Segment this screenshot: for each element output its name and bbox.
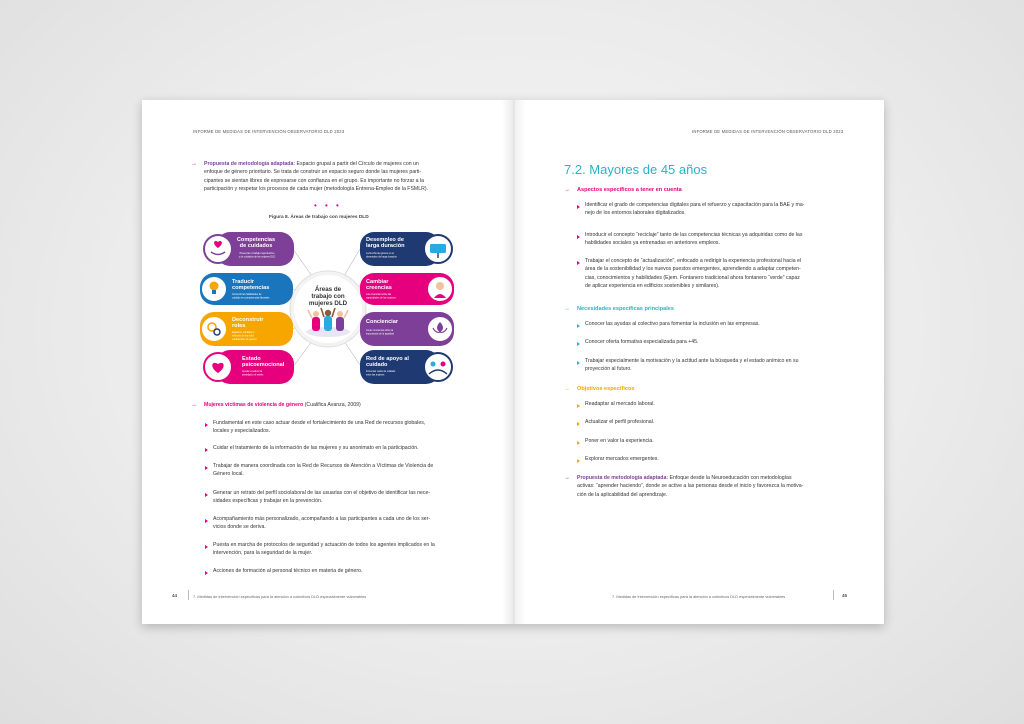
bullet-item xyxy=(585,231,849,248)
area-item-cambiar-creencias xyxy=(360,273,454,305)
area-item-red-apoyo-cuidado xyxy=(360,350,452,384)
bullet-icon xyxy=(577,404,580,408)
area-title: Estado xyxy=(242,356,261,362)
bullet-item xyxy=(585,437,849,445)
center-label: mujeres DLD xyxy=(308,300,348,307)
subsection-heading: Objetivos específicos xyxy=(577,386,635,392)
bullet-line: cias, conocimientos y habilidades (Ejem. Fontanero tradicional ahora fontanero “verde” capaz xyxy=(585,274,800,281)
area-title: Deconstruir xyxy=(232,317,264,323)
bullet-item xyxy=(213,489,469,506)
arrow-icon: → xyxy=(564,187,570,193)
area-item-concienciar xyxy=(360,312,454,346)
area-item-competencias-cuidados xyxy=(204,232,294,266)
subsection-heading: Aspectos específicos a tener en cuenta xyxy=(577,187,682,193)
bullet-line: Generar un retrato del perfil sociolaboral de las usuarias con el objetivo de identificar las nece- xyxy=(213,490,431,496)
intro-line: cipantes se sientan libres de expresarse con confianza en el grupo. Es importante no forzar a la xyxy=(204,177,425,184)
section-heading-text: Mujeres víctimas de violencia de género xyxy=(204,402,304,408)
area-desc: Ayudar a reducir la xyxy=(242,370,263,373)
separator-dots: • • • xyxy=(314,201,342,210)
bullet-icon xyxy=(205,545,208,549)
bullet-item xyxy=(585,338,849,346)
area-desc: capacidades de las mujeres xyxy=(366,296,396,300)
bullet-item xyxy=(585,455,849,463)
figure-diagram xyxy=(198,228,458,390)
closing-heading: Propuesta de metodología adaptada: xyxy=(577,475,669,481)
figure-caption: Figura 8. Áreas de trabajo con mujeres DLD xyxy=(269,215,369,220)
bullet-icon xyxy=(577,361,580,365)
area-title: Cambiar xyxy=(366,279,389,285)
bullet-icon xyxy=(577,342,580,346)
section-heading-source: (Cualifica Avanza, 2009) xyxy=(304,402,361,408)
arrow-icon: → xyxy=(191,402,197,408)
bullet-line: Fundamental en este caso actuar desde el fortalecimiento de una Red de recursos globales, xyxy=(213,420,426,426)
bullet-line: Género local. xyxy=(213,471,244,478)
bullet-line: Acompañamiento más personalizado, acompañando a las participantes a cada uno de los ser- xyxy=(213,516,431,522)
bullet-line: Actualizar el perfil profesional. xyxy=(585,419,655,425)
area-desc: importancia de la igualdad xyxy=(366,332,394,336)
intro-line: enfoque de género prioritario. Se trata de construir un espacio seguro donde las mujeres parti- xyxy=(204,169,422,176)
bullet-line: área de la sostenibilidad y los nuevos puestos emergentes, aprendiendo a adaptar competen- xyxy=(585,266,801,273)
bullet-line: Identificar el grado de competencias digitales para el refuerzo y capacitación para la BAE y ma- xyxy=(585,202,805,208)
area-title: de cuidados xyxy=(239,243,273,249)
arrow-icon: → xyxy=(564,475,570,481)
bullet-item xyxy=(585,257,849,291)
area-desc: reflexión de los roles xyxy=(232,334,254,338)
bullet-line: Puesta en marcha de protocolos de seguridad y actuación de todos los agentes implicados en la xyxy=(213,542,435,548)
bullet-line: habilidades sociales ya entrenadas en anteriores empleos. xyxy=(585,240,720,247)
bullet-item xyxy=(585,418,849,426)
intro-heading: Propuesta de metodología adaptada: xyxy=(204,161,296,167)
area-title: Red de apoyo al xyxy=(366,356,409,362)
bullet-icon xyxy=(205,466,208,470)
bullet-item xyxy=(585,400,849,408)
bullet-line: Readaptar al mercado laboral. xyxy=(585,401,655,407)
bullet-line: Conocer oferta formativa especializada para +45. xyxy=(585,339,699,345)
bullet-line: Cuidar el tratamiento de la información de las mujeres y su anonimato en la participación. xyxy=(213,445,419,451)
book-spread xyxy=(142,100,884,624)
closing-line: ción de la aplicabilidad del aprendizaje. xyxy=(577,491,668,498)
bullet-line: Poner en valor la experiencia. xyxy=(585,438,654,444)
area-title: Desempleo de xyxy=(366,237,404,243)
bullet-line: locales y especializados. xyxy=(213,428,271,435)
left-page xyxy=(142,100,512,624)
bullet-item xyxy=(213,462,469,479)
area-desc: Crear conciencia sobre la xyxy=(366,329,394,332)
area-desc: desempleo de larga duración xyxy=(366,255,397,259)
bullet-line: vicios donde se deriva. xyxy=(213,524,266,531)
bullet-icon xyxy=(577,324,580,328)
bullet-icon xyxy=(205,571,208,575)
subsection-heading: Necesidades específicas principales xyxy=(577,306,675,312)
area-title: roles xyxy=(232,323,246,329)
bullet-item xyxy=(585,201,849,218)
bullet-item xyxy=(213,419,469,436)
bullet-line: Trabajar de manera coordinada con la Red de Recursos de Atención a Víctimas de Violencia de xyxy=(213,463,434,469)
area-desc: Espacios, cuidados y xyxy=(232,331,255,334)
bullet-icon xyxy=(577,261,580,265)
area-desc: Convertir las habilidades de xyxy=(232,293,262,296)
area-title: cuidado xyxy=(366,362,388,368)
bullet-icon xyxy=(205,423,208,427)
intro-line: participación y respetar los procesos de cada mujer (metodología Entrena-Empleo de la FSMLR). xyxy=(204,186,429,193)
bullet-icon xyxy=(205,519,208,523)
area-desc: Preservar el trabajo reproductivo xyxy=(239,252,275,255)
bullet-line: proyección al futuro. xyxy=(585,366,632,373)
arrow-icon: → xyxy=(564,386,570,392)
page-footer: 7. Medidas de intervención específicas para la atención a colectivos DLD especialmente vulnerables xyxy=(612,594,786,599)
area-desc: Las creencias sobre las xyxy=(366,293,392,296)
page-footer: 7. Medidas de intervención específicas para la atención a colectivos DLD especialmente vulnerables xyxy=(193,594,367,599)
area-item-desempleo-larga-duracion xyxy=(360,232,452,266)
area-item-estado-psicoemocional xyxy=(204,350,294,384)
area-title: psicoemocional xyxy=(242,362,285,368)
bullet-item xyxy=(585,320,849,328)
bullet-line: Acciones de formación al personal técnico en materia de género. xyxy=(213,568,363,574)
page-number: 45 xyxy=(842,593,848,598)
closing-line: activas: “aprender haciendo”, donde se active a las personas desde el inicio y favorezca la motiva- xyxy=(577,483,804,490)
bullet-icon xyxy=(205,493,208,497)
bullet-line: Trabajar especialmente la motivación y la actitud ante la búsqueda y el estado anímico en su xyxy=(585,358,799,364)
bullet-line: Conocer las ayudas al colectivo para fomentar la inclusión en las empresas. xyxy=(585,321,760,327)
bullet-line: Trabajar el concepto de “actualización”, enfocado a redirigir la experiencia profesional hacia el xyxy=(585,258,802,264)
area-desc: Fomentar redes de cuidado xyxy=(366,370,396,373)
bullet-icon xyxy=(577,459,580,463)
bullet-item xyxy=(213,541,469,558)
bullet-icon xyxy=(577,422,580,426)
closing-line: Enfoque desde la Neuroeducación con metodologías xyxy=(669,475,792,481)
area-desc: y de cuidados de las mujeres DLD xyxy=(238,255,276,259)
page-number: 44 xyxy=(172,593,178,598)
bullet-line: intervención, para la seguridad de la mujer. xyxy=(213,550,313,557)
area-desc: entre las mujeres xyxy=(366,373,385,377)
area-item-deconstruir-roles xyxy=(200,312,293,346)
bullet-item xyxy=(585,357,849,374)
bullet-line: sidades específicas y trabajar en la prevención. xyxy=(213,498,323,505)
bullet-icon xyxy=(577,205,580,209)
bullet-item xyxy=(213,515,469,532)
area-title: creencias xyxy=(366,285,392,291)
area-title: Concienciar xyxy=(366,319,399,325)
area-title: Traducir xyxy=(232,279,255,285)
bullet-line: de aplicar experiencia en edificios sostenibles y similares). xyxy=(585,283,720,290)
intro-line: Espacio grupal a partir del Círculo de mujeres con un xyxy=(296,161,419,167)
bullet-line: Introducir el concepto “reciclaje” tanto de las competencias técnicas ya adquiridas como de las xyxy=(585,232,803,238)
bullet-icon xyxy=(205,448,208,452)
area-desc: cuidado en competencias laborales xyxy=(232,296,270,300)
area-title: larga duración xyxy=(366,243,405,249)
area-title: competencias xyxy=(232,285,270,291)
running-head: INFORME DE MEDIDAS DE INTERVENCIÓN OBSERVATORIO DLD 2023 xyxy=(193,129,345,134)
bullet-line: Explorar mercados emergentes. xyxy=(585,456,659,462)
bullet-item xyxy=(213,567,469,575)
area-desc: establecidos de género xyxy=(232,338,257,341)
right-page xyxy=(512,100,884,624)
area-title: Competencias xyxy=(236,237,276,243)
arrow-icon: → xyxy=(191,161,197,167)
bullet-line: nejo de los entornos laborales digitalizados. xyxy=(585,210,686,217)
section-heading xyxy=(204,401,466,409)
bullet-icon xyxy=(577,235,580,239)
bullet-item xyxy=(213,444,469,452)
running-head: INFORME DE MEDIDAS DE INTERVENCIÓN OBSERVATORIO DLD 2023 xyxy=(692,129,844,134)
center-label: Áreas de xyxy=(314,286,342,293)
intro-paragraph xyxy=(204,160,466,194)
section-title: 7.2. Mayores de 45 años xyxy=(564,162,708,177)
area-desc: La brecha de género en el xyxy=(366,252,394,255)
footer-divider xyxy=(188,590,189,600)
bullet-icon xyxy=(577,441,580,445)
arrow-icon: → xyxy=(564,306,570,312)
area-desc: ansiedad y el estrés xyxy=(242,373,264,377)
area-item-traducir-competencias xyxy=(200,273,293,305)
center-label: trabajo con xyxy=(311,293,345,300)
footer-divider xyxy=(833,590,834,600)
closing-paragraph xyxy=(577,474,849,499)
